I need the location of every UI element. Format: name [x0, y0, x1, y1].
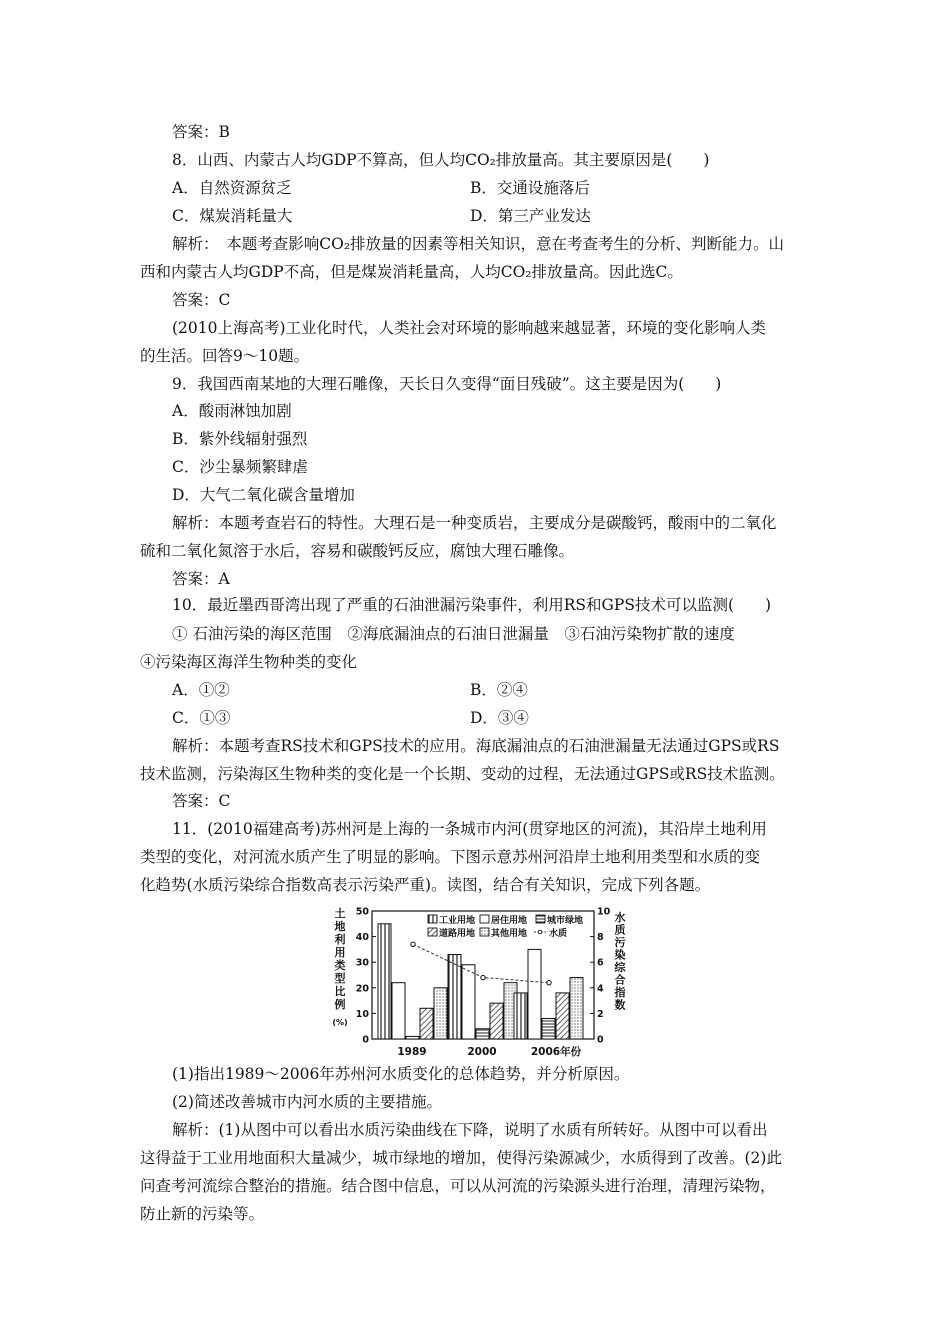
water-quality-point — [481, 975, 485, 979]
legend-label: 城市绿地 — [547, 916, 584, 926]
bar — [378, 924, 391, 1039]
left-axis-title-char: 例 — [334, 998, 346, 1011]
question-8: 8．山西、内蒙古人均GDP不算高，但人均CO₂排放量高。其主要原因是( ) — [172, 151, 710, 169]
right-tick-label: 4 — [597, 983, 604, 995]
left-axis-title-char: 比 — [334, 985, 346, 998]
intro-line-2: 的生活。回答9～10题。 — [140, 347, 310, 365]
q9-option-a: A．酸雨淋蚀加剧 — [172, 402, 292, 420]
legend-swatch — [480, 928, 489, 936]
q8-answer: 答案：C — [172, 291, 231, 309]
q9-explanation-1: 解析：本题考查岩石的特性。大理石是一种变质岩，主要成分是碳酸钙，酸雨中的二氧化 — [172, 514, 777, 532]
bar — [556, 993, 569, 1039]
q9-option-d: D．大气二氧化碳含量增加 — [172, 486, 355, 504]
x-tick-label: 2000 — [467, 1046, 497, 1058]
left-tick-label: 50 — [355, 906, 369, 918]
left-axis-title-char: 土 — [334, 907, 346, 920]
q10-option-a: A．①② — [172, 681, 230, 699]
q8-option-a: A．自然资源贫乏 — [172, 179, 292, 197]
left-tick-label: 0 — [362, 1034, 369, 1046]
legend-line-marker — [538, 930, 542, 934]
question-11-line-2: 类型的变化，对河流水质产生了明显的影响。下图示意苏州河沿岸土地利用类型和水质的变 — [140, 848, 761, 866]
bar — [392, 983, 405, 1039]
left-axis-title-char: 利 — [334, 933, 346, 946]
water-quality-point — [547, 980, 551, 984]
right-axis-title-char: 指 — [614, 986, 626, 999]
question-10: 10．最近墨西哥湾出现了严重的石油泄漏污染事件，利用RS和GPS技术可以监测( ) — [172, 596, 772, 614]
question-9: 9．我国西南某地的大理石雕像，天长日久变得“面目残破”。这主要是因为( ) — [172, 375, 722, 393]
q10-option-c: C．①③ — [172, 709, 231, 727]
q10-explanation-1: 解析：本题考查RS技术和GPS技术的应用。海底漏油点的石油泄漏量无法通过GPS或RS — [172, 737, 780, 755]
left-axis-title-char: 地 — [334, 920, 346, 933]
left-axis-title-unit: (%) — [332, 1018, 348, 1027]
sub-question-1: (1)指出1989～2006年苏州河水质变化的总体趋势，并分析原因。 — [172, 1065, 630, 1083]
x-tick-label: 1989 — [397, 1046, 427, 1058]
previous-answer: 答案：B — [172, 123, 230, 141]
q8-explanation-2: 西和内蒙古人均GDP不高，但是煤炭消耗量高，人均CO₂排放量高。因此选C。 — [140, 263, 683, 281]
question-11-line-1: 11．(2010福建高考)苏州河是上海的一条城市内河(贯穿地区的河流)，其沿岸土地利用 — [172, 820, 767, 838]
legend-swatch — [536, 915, 545, 923]
bar — [462, 965, 475, 1039]
right-axis-title-char: 染 — [614, 948, 626, 962]
land-use-water-quality-chart — [328, 903, 630, 1063]
right-axis-title-char: 综 — [614, 961, 626, 974]
bar — [542, 1019, 555, 1039]
water-quality-point — [411, 942, 415, 946]
left-axis-title-char: 类 — [334, 959, 346, 972]
legend-swatch — [428, 928, 437, 936]
left-tick-label: 10 — [355, 1008, 369, 1020]
q10-option-b: B．②④ — [470, 681, 528, 699]
bar — [420, 1008, 433, 1039]
legend-label: 道路用地 — [439, 929, 476, 939]
legend-label: 居住用地 — [491, 916, 528, 926]
bar — [448, 955, 461, 1039]
right-tick-label: 10 — [597, 906, 611, 918]
q9-option-c: C．沙尘暴频繁肆虐 — [172, 458, 308, 476]
intro-line-1: (2010上海高考)工业化时代，人类社会对环境的影响越来越显著，环境的变化影响人类 — [172, 319, 767, 337]
legend-label: 水质 — [549, 929, 568, 939]
right-tick-label: 2 — [597, 1008, 604, 1020]
q8-option-b: B．交通设施落后 — [470, 179, 590, 197]
right-tick-label: 8 — [597, 932, 604, 944]
q8-option-d: D．第三产业发达 — [470, 207, 591, 225]
q9-option-b: B．紫外线辐射强烈 — [172, 430, 308, 448]
q9-explanation-2: 硫和二氧化氮溶于水后，容易和碳酸钙反应，腐蚀大理石雕像。 — [140, 542, 575, 560]
right-axis-title-char: 合 — [614, 973, 626, 987]
question-11-line-3: 化趋势(水质污染综合指数高表示污染严重)。读图，结合有关知识，完成下列各题。 — [140, 876, 711, 894]
bar — [490, 1003, 503, 1039]
left-axis-title-char: 型 — [334, 972, 346, 985]
x-tick-label: 2006年份 — [530, 1046, 582, 1058]
q8-explanation-1: 解析： 本题考查影响CO₂排放量的因素等相关知识，意在考查考生的分析、判断能力。山 — [172, 235, 785, 253]
right-tick-label: 0 — [597, 1034, 604, 1046]
bar — [528, 949, 541, 1039]
bar — [434, 988, 447, 1039]
q10-items-2: ④污染海区海洋生物种类的变化 — [140, 653, 358, 671]
bar — [570, 978, 583, 1039]
chart-svg — [328, 903, 630, 1063]
right-axis-title-char: 数 — [614, 998, 626, 1012]
right-axis-title-char: 质 — [614, 923, 626, 937]
q11-explanation-3: 问查考河流综合整治的措施。结合图中信息，可以从河流的污染源头进行治理，清理污染物， — [140, 1177, 776, 1195]
q11-explanation-2: 这得益于工业用地面积大量减少，城市绿地的增加，使得污染源减少，水质得到了改善。(2)此 — [140, 1149, 782, 1167]
right-axis-title-char: 水 — [614, 911, 626, 924]
right-axis-title-char: 污 — [614, 936, 626, 949]
legend-swatch — [480, 915, 489, 923]
q10-option-d: D．③④ — [470, 709, 529, 727]
left-axis-title-char: 用 — [334, 946, 346, 959]
legend-label: 工业用地 — [439, 916, 476, 926]
sub-question-2: (2)简述改善城市内河水质的主要措施。 — [172, 1093, 442, 1111]
bar — [476, 1029, 489, 1039]
right-tick-label: 6 — [597, 957, 604, 969]
q9-answer: 答案：A — [172, 570, 230, 588]
left-tick-label: 30 — [355, 957, 369, 969]
q10-explanation-2: 技术监测，污染海区生物种类的变化是一个长期、变动的过程，无法通过GPS或RS技术监测。 — [140, 765, 785, 783]
q11-explanation-4: 防止新的污染等。 — [140, 1205, 265, 1223]
legend-swatch — [428, 915, 437, 923]
left-tick-label: 40 — [355, 932, 369, 944]
q8-option-c: C．煤炭消耗量大 — [172, 207, 293, 225]
bar — [514, 993, 527, 1039]
q10-answer: 答案：C — [172, 792, 231, 810]
q10-items-1: ① 石油污染的海区范围 ②海底漏油点的石油日泄漏量 ③石油污染物扩散的速度 — [172, 625, 735, 643]
left-tick-label: 20 — [355, 983, 369, 995]
bar — [406, 1036, 419, 1039]
legend-label: 其他用地 — [491, 929, 528, 939]
q11-explanation-1: 解析：(1)从图中可以看出水质污染曲线在下降，说明了水质有所转好。从图中可以看出 — [172, 1121, 768, 1139]
